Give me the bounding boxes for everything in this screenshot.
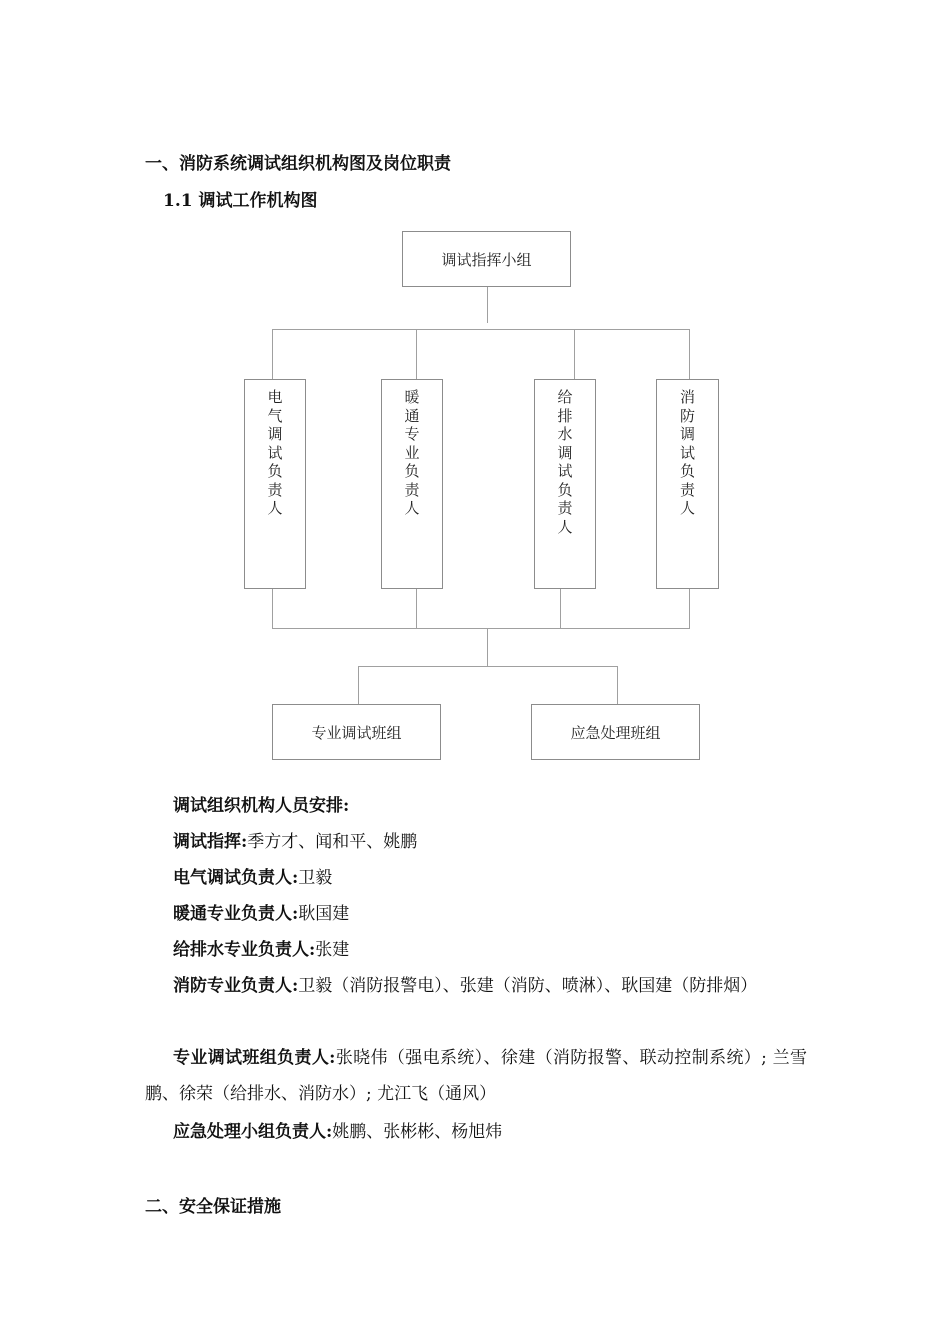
connector-line <box>272 628 689 629</box>
org-box-electrical-lead <box>244 379 306 589</box>
row-value: 卫毅（消防报警电）、张建（消防、喷淋）、耿国建（防排烟） <box>298 976 758 996</box>
arrangement-row <box>145 860 807 896</box>
connector-line <box>416 329 417 380</box>
connector-line <box>416 588 417 629</box>
org-box-fire-lead <box>656 379 719 589</box>
org-box-special-team <box>272 704 441 760</box>
row-label: 暖通专业负责人: <box>173 904 299 924</box>
connector-line <box>487 287 488 323</box>
org-box-label: 消防调试负责人 <box>680 388 696 517</box>
row-label: 消防专业负责人: <box>173 976 299 996</box>
connector-line <box>617 666 618 704</box>
org-box-label: 专业调试班组 <box>311 723 402 742</box>
row-label: 应急处理小组负责人: <box>173 1122 333 1142</box>
section-1-title: 一、消防系统调试组织机构图及岗位职责 <box>145 154 451 174</box>
connector-line <box>574 329 575 380</box>
connector-line <box>689 588 690 629</box>
row-label: 专业调试班组负责人: <box>173 1048 336 1068</box>
row-value: 卫毅 <box>298 868 333 888</box>
org-box-label: 给排水调试负责人 <box>557 388 573 536</box>
arrangement-row <box>145 1114 807 1150</box>
row-label: 调试指挥: <box>173 832 248 852</box>
org-box-hvac-lead <box>381 379 443 589</box>
arrangement-row <box>145 896 807 932</box>
row-label: 电气调试负责人: <box>173 868 299 888</box>
connector-line <box>560 588 561 629</box>
org-box-plumbing-lead <box>534 379 596 589</box>
org-box-label: 应急处理班组 <box>570 723 661 742</box>
row-value: 耿国建 <box>298 904 350 924</box>
connector-line <box>487 628 488 666</box>
row-value: 张晓伟（强电系统）、徐建（消防报警、联动控制系统）; 兰雪鹏、徐荣（给排水、消防水）; 尤江飞（通风） <box>145 1048 807 1104</box>
section-1-1-title: 1.1 调试工作机构图 <box>163 191 318 211</box>
row-value: 张建 <box>315 940 350 960</box>
org-box-label: 调试指挥小组 <box>441 250 532 269</box>
connector-line <box>689 329 690 380</box>
row-value: 季方才、闻和平、姚鹏 <box>247 832 418 852</box>
arrangement-row <box>145 1040 807 1112</box>
arrangement-row <box>145 968 807 1004</box>
arrangement-heading <box>145 788 807 824</box>
section-2-title: 二、安全保证措施 <box>145 1197 281 1217</box>
connector-line <box>358 666 359 704</box>
arrangement-row <box>145 932 807 968</box>
org-box-label: 电气调试负责人 <box>267 388 283 517</box>
org-box-label: 暖通专业负责人 <box>404 388 420 517</box>
row-value: 姚鹏、张彬彬、杨旭炜 <box>332 1122 503 1142</box>
arrangement-heading-text: 调试组织机构人员安排: <box>173 796 350 816</box>
connector-line <box>358 666 618 667</box>
org-box-command-group <box>402 231 571 287</box>
arrangement-row <box>145 824 807 860</box>
connector-line <box>272 329 689 330</box>
org-box-emergency-team <box>531 704 700 760</box>
row-label: 给排水专业负责人: <box>173 940 316 960</box>
